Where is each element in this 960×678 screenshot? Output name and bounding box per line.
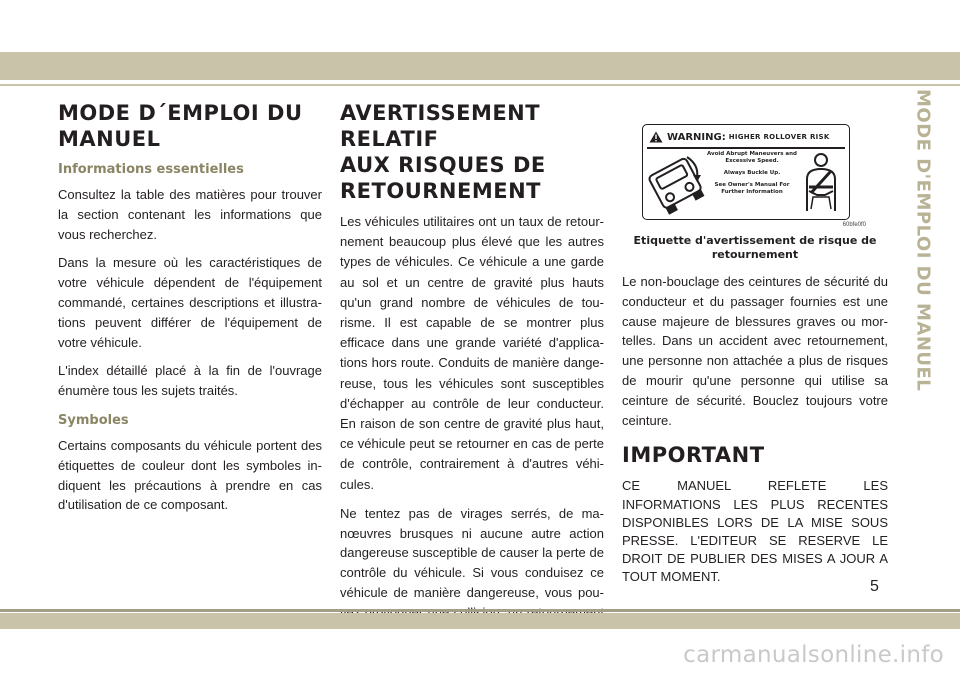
warning-label-header xyxy=(649,129,830,145)
column-right xyxy=(622,100,888,596)
warning-label xyxy=(642,124,850,220)
watermark: carmanualsonline.info xyxy=(683,642,944,668)
paragraph: Consultez la table des matières pour trouver la section contenant les informations que vous recherchez. xyxy=(58,187,322,242)
vehicle-rollover-icon xyxy=(647,151,705,215)
paragraph: Dans la mesure où les caractéristiques de votre véhicule dépendent de l'équipement commandé, certaines descriptions et illustra-tions peuvent différer de l'équipement de votre véhicule. xyxy=(58,255,322,350)
column-middle xyxy=(340,100,604,671)
top-margin xyxy=(0,0,960,52)
footer-rule xyxy=(0,609,960,612)
side-section-tab xyxy=(908,88,938,392)
paragraph-important: CE MANUEL REFLETE LES INFORMATIONS LES PLUS RECENTES DISPONIBLES LORS DE LA MISE SOUS PRESSE. L'EDITEUR SE RESERVE LE DROIT DE PUBLIER DES MISES A JOUR A TOUT MOMENT. xyxy=(622,478,888,585)
paragraph: L'index détaillé placé à la fin de l'ouvrage énumère tous les sujets traités. xyxy=(58,363,322,399)
title-line: AVERTISSEMENT RELATIF xyxy=(340,101,541,151)
title-line: MODE D´EMPLOI DU xyxy=(58,101,303,125)
paragraph: Ne tentez pas de virages serrés, de ma-nœuvres brusques ni aucune autre action dangereuse susceptible de causer la perte de contrôle du véhicule. Si vous conduisez ce véhicule de manière dangereuse, vous pou- xyxy=(340,505,604,601)
label-divider xyxy=(647,147,845,149)
section-title-mode-emploi xyxy=(58,100,322,152)
warning-subtitle: HIGHER ROLLOVER RISK xyxy=(728,133,830,141)
title-line: MANUEL xyxy=(58,127,161,151)
figure-code: 60bfe0f0 xyxy=(842,222,866,228)
header-bar xyxy=(0,52,960,80)
figure-caption: Etiquette d'avertissement de risque de retournement xyxy=(633,234,877,261)
paragraph: Certains composants du véhicule portent des étiquettes de couleur dont les symboles in-diquent les précautions à prendre en cas d'utilisation de ce composant. xyxy=(58,437,322,513)
warning-triangle-icon xyxy=(649,131,663,143)
label-line: Always Buckle Up. xyxy=(723,170,781,176)
footer-bar xyxy=(0,613,960,629)
warning-label-instructions xyxy=(707,151,797,201)
section-title-retournement xyxy=(340,100,604,204)
side-tab-label: MODE D'EMPLOI DU MANUEL xyxy=(912,88,934,392)
header-rule xyxy=(0,84,960,86)
subheading-informations: Informations essentielles xyxy=(58,162,244,177)
label-line: Avoid Abrupt Maneuvers and Excessive Speed. xyxy=(707,151,797,164)
section-title-important: IMPORTANT xyxy=(622,443,765,468)
warning-label-figure xyxy=(622,124,888,262)
title-line: AUX RISQUES DE xyxy=(340,153,546,177)
paragraph: Les véhicules utilitaires ont un taux de retour-nement beaucoup plus élevé que les autres types de véhicules. Ce véhicule a une garde au sol et un centre de gravité plus hauts qu'un grand nombre de véhicules de tou-risme. Il est capable de se montrer plus efficace dans une grande variété d'applica-tions hors route. Conduits de manière dange-reuse, tous les véhicules sont susceptibles d'échapper au contrôle de leur conducteur. En raison de son centre de gravité plus haut, ce véhicule peut se retourner en cas de perte de contrôle, contrairement à d'autres véhi-cules. xyxy=(340,214,604,492)
page-number: 5 xyxy=(870,578,879,595)
label-line: See Owner's Manual For Further Information xyxy=(714,182,790,195)
paragraph: Le non-bouclage des ceintures de sécurité du conducteur et du passager fournies est une cause majeure de blessures graves ou mor-telles. Dans un accident avec retournement, une personne non attachée a plus de risques de mourir qu'une personne qui utilise sa ceinture de sécurité. Bouclez toujours votre ceinture. xyxy=(622,274,888,428)
title-line: RETOURNEMENT xyxy=(340,179,541,203)
seatbelt-person-icon xyxy=(797,151,845,215)
subheading-symboles: Symboles xyxy=(58,412,129,428)
column-left xyxy=(58,100,322,524)
warning-word: WARNING: xyxy=(667,131,726,143)
